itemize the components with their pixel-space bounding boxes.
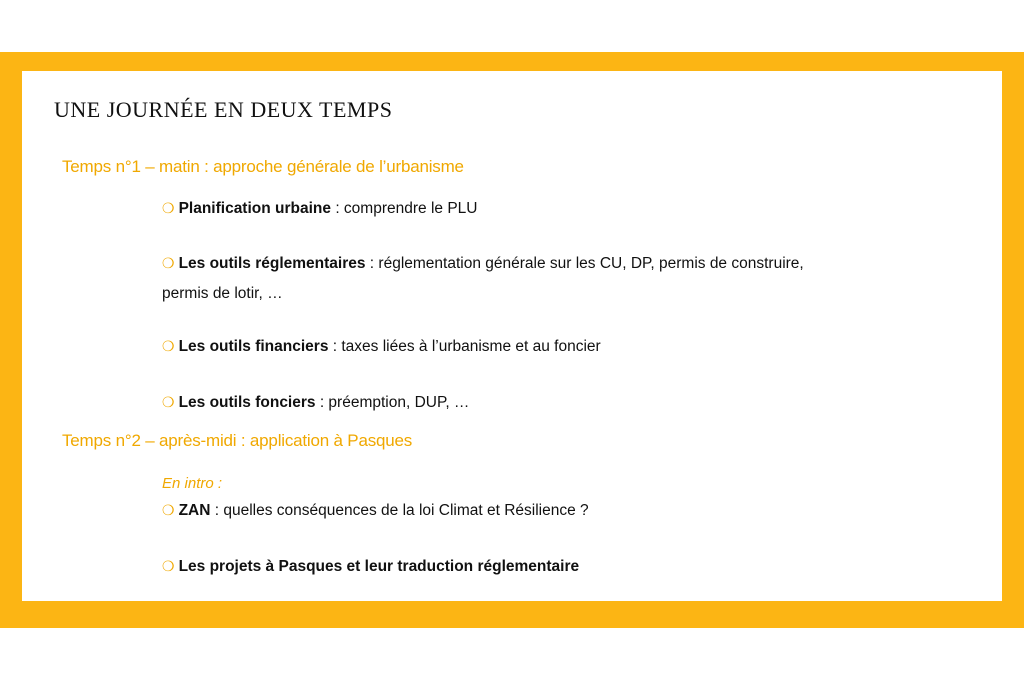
item-label: Les outils financiers [178, 338, 329, 355]
list-item [162, 551, 822, 582]
item-text: : quelles conséquences de la loi Climat et Résilience ? [210, 502, 589, 519]
circle-bullet-icon: ❍ [162, 200, 175, 216]
item-label: Les outils réglementaires [178, 255, 366, 272]
intro-label: En intro : [162, 475, 223, 492]
item-text: : réglementation générale sur les CU, DP, permis de construire, permis de lotir, … [162, 255, 804, 302]
list-item [162, 495, 822, 526]
item-text: : comprendre le PLU [331, 200, 478, 217]
list-item [162, 387, 822, 418]
list-item [162, 331, 822, 362]
slide-title: UNE JOURNÉE EN DEUX TEMPS [54, 97, 393, 122]
slide [22, 71, 1002, 601]
item-text: : préemption, DUP, … [315, 394, 470, 411]
item-label: ZAN [178, 502, 211, 519]
item-label: Les outils fonciers [178, 394, 316, 411]
item-text: : taxes liées à l’urbanisme et au foncier [328, 338, 601, 355]
section-heading-afternoon: Temps n°2 – après-midi : application à Pasques [62, 431, 413, 450]
circle-bullet-icon: ❍ [162, 255, 175, 271]
circle-bullet-icon: ❍ [162, 338, 175, 354]
circle-bullet-icon: ❍ [162, 502, 175, 518]
section-heading-morning: Temps n°1 – matin : approche générale de l’urbanisme [62, 157, 464, 176]
circle-bullet-icon: ❍ [162, 394, 175, 410]
circle-bullet-icon: ❍ [162, 558, 175, 574]
list-item [162, 248, 822, 309]
item-label: Planification urbaine [178, 200, 332, 217]
item-label: Les projets à Pasques et leur traduction réglementaire [178, 558, 580, 575]
list-item [162, 193, 822, 224]
